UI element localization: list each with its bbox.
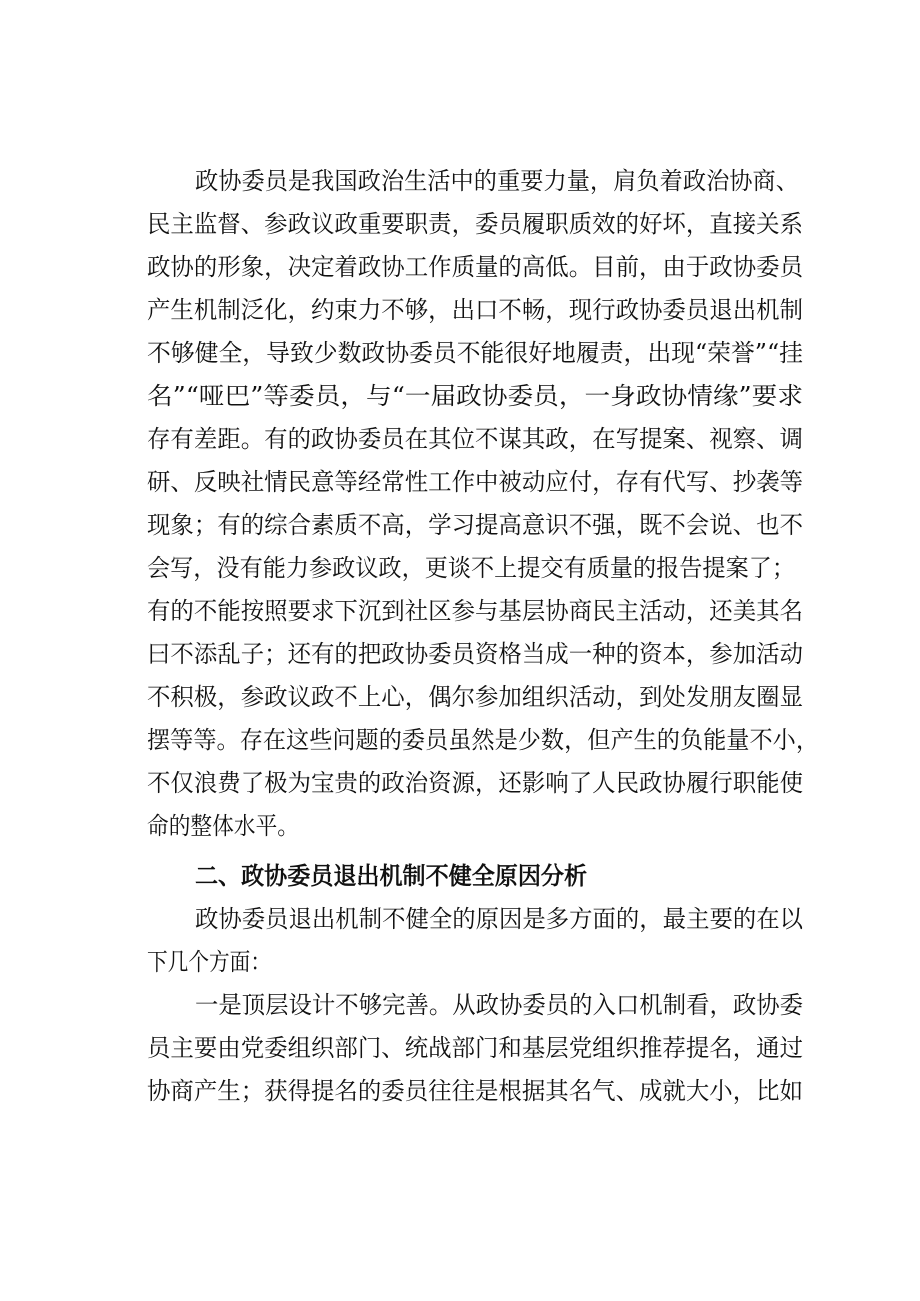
paragraph-line: 会写，没有能力参政议政，更谈不上提交有质量的报告提案了； — [147, 554, 795, 582]
paragraph-line: 存有差距。有的政协委员在其位不谋其政，在写提案、视察、调 — [147, 425, 803, 453]
paragraph-line: 现象；有的综合素质不高，学习提高意识不强，既不会说、也不 — [147, 511, 803, 539]
paragraph-line: 产生机制泛化，约束力不够，出口不畅，现行政协委员退出机制 — [147, 296, 803, 324]
paragraph-line: 一是顶层设计不够完善。从政协委员的入口机制看，政协委 — [195, 991, 803, 1019]
section-heading: 二、政协委员退出机制不健全原因分析 — [195, 862, 587, 890]
paragraph-line: 有的不能按照要求下沉到社区参与基层协商民主活动，还美其名 — [147, 597, 803, 625]
paragraph-line: 名”“哑巴”等委员，与“一届政协委员，一身政协情缘”要求 — [147, 382, 803, 410]
paragraph-line: 政协的形象，决定着政协工作质量的高低。目前，由于政协委员 — [147, 253, 803, 281]
paragraph-line: 民主监督、参政议政重要职责，委员履职质效的好坏，直接关系 — [147, 210, 803, 238]
paragraph-line: 命的整体水平。 — [147, 812, 299, 840]
paragraph-line: 不仅浪费了极为宝贵的政治资源，还影响了人民政协履行职能使 — [147, 769, 803, 797]
paragraph-line: 摆等等。存在这些问题的委员虽然是少数，但产生的负能量不小， — [147, 726, 819, 754]
paragraph-line: 政协委员是我国政治生活中的重要力量，肩负着政治协商、 — [195, 167, 799, 195]
paragraph-line: 研、反映社情民意等经常性工作中被动应付，存有代写、抄袭等 — [147, 468, 803, 496]
paragraph-line: 曰不添乱子；还有的把政协委员资格当成一种的资本，参加活动 — [147, 640, 803, 668]
paragraph-line: 员主要由党委组织部门、统战部门和基层党组织推荐提名，通过 — [147, 1034, 803, 1062]
paragraph-line: 下几个方面： — [147, 948, 271, 976]
paragraph-line: 协商产生；获得提名的委员往往是根据其名气、成就大小，比如 — [147, 1077, 803, 1105]
paragraph-line: 政协委员退出机制不健全的原因是多方面的，最主要的在以 — [195, 905, 803, 933]
paragraph-line: 不积极，参政议政不上心，偶尔参加组织活动，到处发朋友圈显 — [147, 683, 803, 711]
paragraph-line: 不够健全，导致少数政协委员不能很好地履责，出现“荣誉”“挂 — [147, 339, 803, 367]
